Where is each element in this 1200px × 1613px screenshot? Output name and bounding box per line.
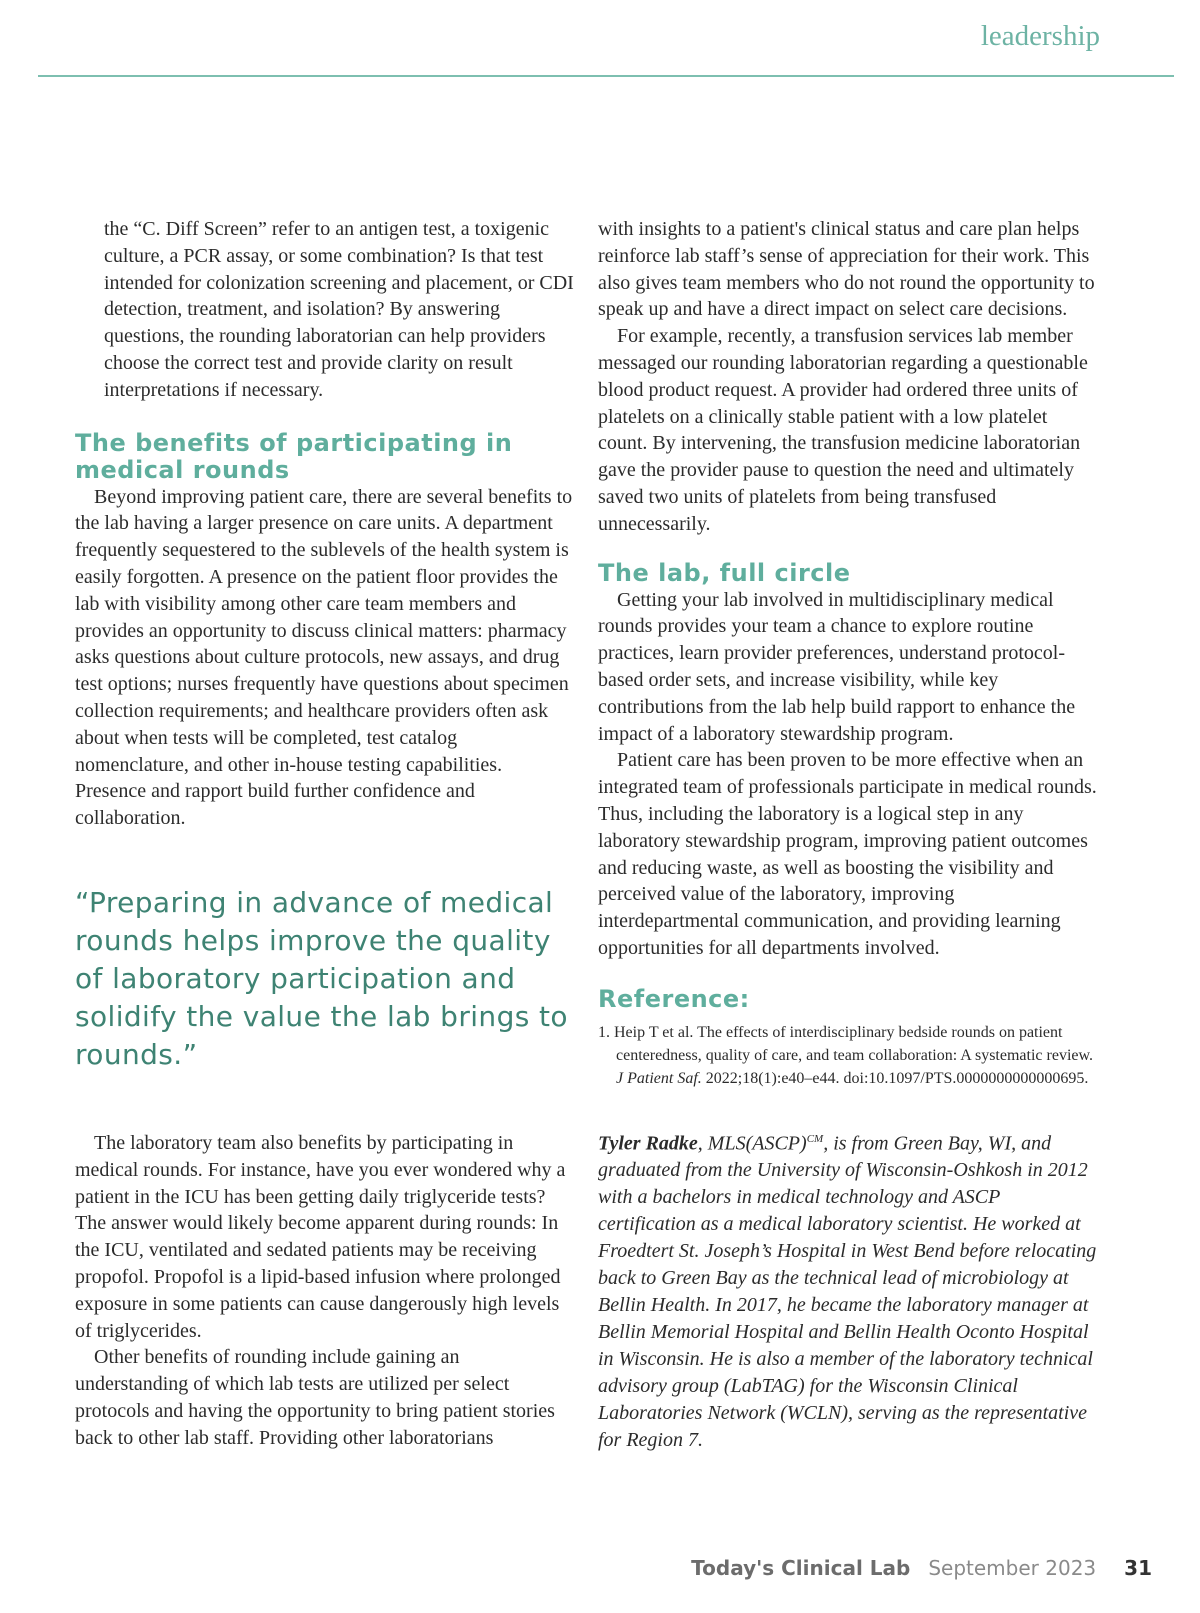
paragraph-full-circle: Getting your lab involved in multidisciplinary medical rounds provides your team a chance to explore routine practices, learn provider preferences, understand protocol-based order sets, and increase visibility, while key contributions from the lab help build rapport to enhance the impact of a laboratory stewardship program. <box>598 588 1076 745</box>
paragraph-continued: the “C. Diff Screen” refer to an antigen test, a toxigenic culture, a PCR assay, or some combination? Is that test intended for colonization screening and placement, or CDI detection, treatment, and isolation? By answering questions, the rounding laboratorian can help providers choose the correct test and provide clarity on result interpretations if necessary. <box>104 218 574 401</box>
pull-quote: “Preparing in advance of medical rounds helps improve the quality of laboratory participation and solidify the value the lab brings to rounds.” <box>75 885 568 1071</box>
header-rule <box>38 75 1174 77</box>
paragraph-continued-right: with insights to a patient's clinical status and care plan helps reinforce lab staff’s sense of appreciation for their work. This also gives team members who do not round the opportunity to speak up and have a direct impact on select care decisions. <box>598 218 1095 321</box>
reference-text: Heip T et al. The effects of interdisciplinary bedside rounds on patient centeredness, quality of care, and team collaboration: A systematic review. <box>614 1023 1094 1064</box>
paragraph-lab-team: The laboratory team also benefits by participating in medical rounds. For instance, have you ever wondered why a patient in the ICU has been getting daily triglyceride tests? The answer would likely become apparent during rounds: In the ICU, ventilated and sedated patients may be receiving propofol. Propofol is a lipid-based infusion where prolonged exposure in some patients can cause dangerously high levels of triglycerides. <box>75 1131 566 1342</box>
reference-number: 1. <box>598 1023 610 1041</box>
page-number: 31 <box>1124 1556 1152 1580</box>
heading-reference: Reference: <box>598 984 750 1013</box>
reference-entry <box>598 1021 1098 1090</box>
author-name: Tyler Radke <box>598 1132 698 1155</box>
reference-journal: J Patient Saf. <box>616 1069 702 1087</box>
magazine-name: Today's Clinical Lab <box>691 1556 911 1580</box>
reference-citation: 2022;18(1):e40–e44. doi:10.1097/PTS.0000000000000695. <box>705 1069 1089 1087</box>
page-footer <box>691 1556 1152 1580</box>
paragraph-other-benefits: Other benefits of rounding include gaining an understanding of which lab tests are utilized per select protocols and having the opportunity to bring patient stories back to other lab staff. Providing other laboratorians <box>75 1346 555 1449</box>
heading-benefits: The benefits of participating in medical rounds <box>75 428 513 484</box>
paragraph-benefits: Beyond improving patient care, there are several benefits to the lab having a larger presence on care units. A department frequently sequestered to the sublevels of the health system is easily forgotten. A presence on the patient floor provides the lab with visibility among other care team members and provides an opportunity to discuss clinical matters: pharmacy asks questions about culture protocols, new assays, and drug test options; nurses frequently have questions about specimen collection requirements; and healthcare providers often ask about when tests will be completed, test catalog nomenclature, and other in-house testing capabilities. Presence and rapport build further confidence and collaboration. <box>75 485 573 830</box>
author-credential-sup: CM <box>806 1132 824 1145</box>
author-credential: , MLS(ASCP) <box>697 1132 807 1155</box>
author-bio <box>598 1126 1098 1455</box>
heading-full-circle: The lab, full circle <box>598 558 851 587</box>
issue-date: September 2023 <box>928 1556 1097 1580</box>
right-column <box>598 216 1098 1454</box>
section-tag: leadership <box>980 20 1100 52</box>
left-column <box>75 216 575 1452</box>
paragraph-example: For example, recently, a transfusion services lab member messaged our rounding laboratorian regarding a questionable blood product request. A provider had ordered three units of platelets on a clinically stable patient with a low platelet count. By intervening, the transfusion medicine laboratorian gave the provider pause to question the need and ultimately saved two units of platelets from being transfused unnecessarily. <box>598 325 1088 535</box>
author-bio-text: , is from Green Bay, WI, and graduated from the University of Wisconsin-Oshkosh in 2012 with a bachelors in medical technology and ASCP certification as a medical laboratory scientist. He worked at Froedtert St. Joseph’s Hospital in West Bend before relocating back to Green Bay as the technical lead of microbiology at Bellin Health. In 2017, he became the laboratory manager at Bellin Memorial Hospital and Bellin Health Oconto Hospital in Wisconsin. He is also a member of the laboratory technical advisory group (LabTAG) for the Wisconsin Clinical Laboratories Network (WCLN), serving as the representative for Region 7. <box>598 1132 1097 1452</box>
paragraph-patient-care: Patient care has been proven to be more effective when an integrated team of professionals participate in medical rounds. Thus, including the laboratory is a logical step in any laboratory stewardship program, improving patient outcomes and reducing waste, as well as boosting the visibility and perceived value of the laboratory, improving interdepartmental communication, and providing learning opportunities for all departments involved. <box>598 749 1097 959</box>
